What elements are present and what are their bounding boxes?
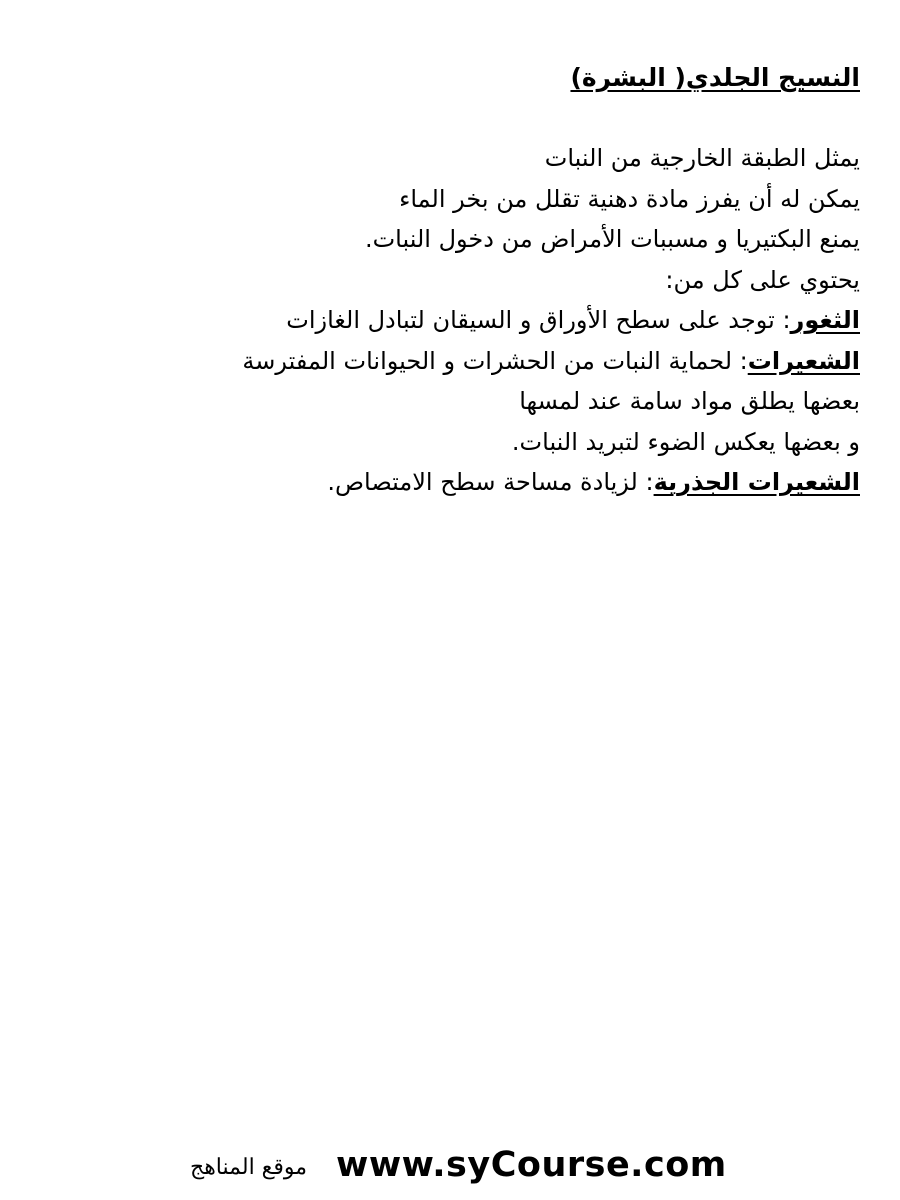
text-line	[200, 422, 860, 463]
line-text: و بعضها يعكس الضوء لتبريد النبات.	[511, 427, 860, 456]
line-text: يمثل الطبقة الخارجية من النبات	[544, 144, 860, 172]
text-line	[200, 219, 860, 260]
line-text: يحتوي على كل من:	[665, 265, 860, 294]
term-stomata: الثغور	[790, 306, 860, 334]
footer-url: www.syCourse.com	[336, 1145, 727, 1185]
line-text: يمنع البكتيريا و مسببات الأمراض من دخول النبات.	[364, 225, 860, 253]
line-text: : لزيادة مساحة سطح الامتصاص.	[327, 468, 654, 496]
text-line	[200, 381, 860, 422]
text-line	[200, 341, 860, 382]
text-line	[200, 179, 860, 220]
line-text: يمكن له أن يفرز مادة دهنية تقلل من بخر الماء	[399, 184, 860, 213]
text-line	[200, 260, 860, 301]
text-line	[200, 138, 860, 179]
footer-site-name: موقع المناهج	[190, 1155, 308, 1180]
line-text: : توجد على سطح الأوراق و السيقان لتبادل الغازات	[286, 306, 791, 334]
line-text: بعضها يطلق مواد سامة عند لمسها	[519, 387, 860, 415]
line-text: : لحماية النبات من الحشرات و الحيوانات المفترسة	[242, 346, 748, 375]
term-hairs: الشعيرات	[747, 346, 860, 375]
term-root-hairs: الشعيرات الجذرية	[653, 468, 860, 496]
document-body	[200, 58, 860, 503]
page-title: النسيج الجلدي( البشرة)	[570, 63, 860, 92]
text-line	[200, 462, 860, 503]
text-line	[200, 300, 860, 341]
footer-watermark	[190, 1143, 750, 1193]
